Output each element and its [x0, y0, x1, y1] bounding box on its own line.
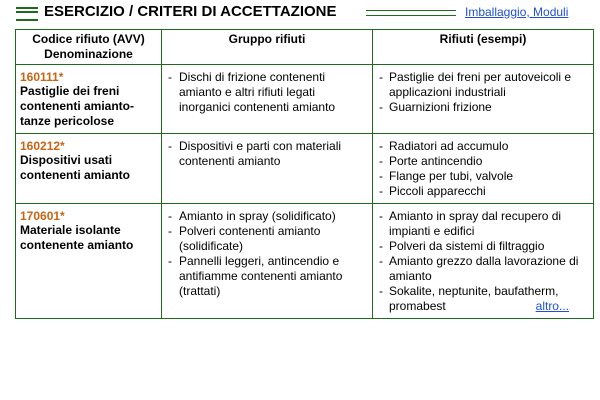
table-row — [16, 204, 594, 319]
waste-code: 170601* — [20, 209, 65, 223]
example-item: - Sokalite, neptunite, baufatherm, promabest altro... — [379, 284, 569, 313]
waste-description: Materiale isolante contenente amianto — [20, 223, 134, 252]
group-item: - Polveri contenenti amianto (solidificate) — [168, 224, 321, 253]
group-cell — [162, 134, 373, 204]
example-item: - Radiatori ad accumulo — [379, 139, 509, 153]
examples-cell — [373, 134, 594, 204]
example-item: - Piccoli apparecchi — [379, 184, 486, 198]
table-row — [16, 65, 594, 134]
group-item: - Amianto in spray (solidificato) — [168, 209, 336, 223]
imballaggio-moduli-link[interactable]: Imballaggio, Moduli — [465, 5, 569, 19]
page-title: ESERCIZIO / CRITERI DI ACCETTAZIONE — [44, 3, 337, 20]
group-item: - Pannelli leggeri, antincendio e antifiamme contenenti amianto (trattati) — [168, 254, 343, 298]
group-cell — [162, 204, 373, 319]
column-header-examples: Rifiuti (esempi) — [373, 30, 594, 65]
acceptance-criteria-table — [15, 29, 594, 319]
example-item: - Polveri da sistemi di filtraggio — [379, 239, 545, 253]
example-item: - Pastiglie dei freni per autoveicoli e applicazioni industriali — [379, 70, 572, 99]
examples-cell — [373, 204, 594, 319]
code-cell — [16, 134, 162, 204]
code-cell — [16, 65, 162, 134]
page-header — [16, 2, 576, 22]
waste-code: 160111* — [20, 70, 64, 84]
code-cell — [16, 204, 162, 319]
example-item: - Guarnizioni frizione — [379, 100, 492, 114]
column-header-code-line1: Codice rifiuto (AVV) — [32, 32, 145, 46]
example-item: - Porte antincendio — [379, 154, 483, 168]
group-item: - Dischi di frizione contenenti amianto e altri rifiuti legati inorganici contenenti amianto — [168, 70, 336, 114]
column-header-code-line2: Denominazione — [44, 47, 133, 61]
waste-description: Pastiglie dei freni contenenti amianto-tanze pericolose — [20, 84, 135, 128]
waste-code: 160212* — [20, 139, 65, 153]
examples-cell — [373, 65, 594, 134]
table-header-row — [16, 30, 594, 65]
table-row — [16, 134, 594, 204]
column-header-code — [16, 30, 162, 65]
example-item: - Flange per tubi, valvole — [379, 169, 514, 183]
example-item: - Amianto grezzo dalla lavorazione di amianto — [379, 254, 579, 283]
waste-description: Dispositivi usati contenenti amianto — [20, 153, 131, 182]
group-cell — [162, 65, 373, 134]
more-link[interactable]: altro... — [535, 299, 569, 313]
header-decoration-left — [16, 7, 38, 21]
header-decoration-right — [366, 10, 456, 16]
group-item: - Dispositivi e parti con materiali contenenti amianto — [168, 139, 342, 168]
example-item: - Amianto in spray dal recupero di impianti e edifici — [379, 209, 562, 238]
column-header-group: Gruppo rifiuti — [162, 30, 373, 65]
